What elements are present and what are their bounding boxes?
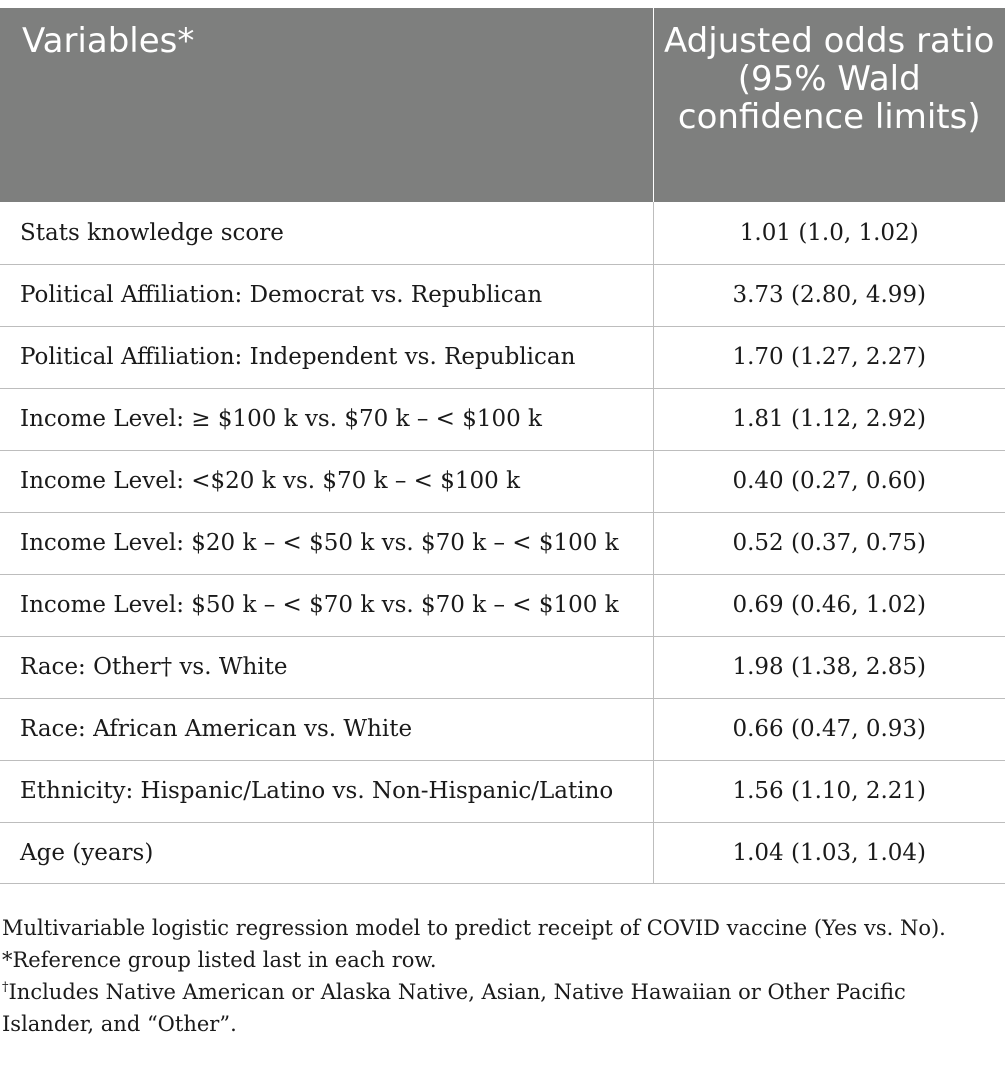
odds-ratio-cell: 1.01 (1.0, 1.02) <box>653 202 1005 264</box>
footnote-dagger <box>2 976 992 1040</box>
odds-ratio-cell: 1.70 (1.27, 2.27) <box>653 326 1005 388</box>
table-row <box>0 512 1005 574</box>
table-row <box>0 822 1005 883</box>
table-header <box>0 8 1005 202</box>
variable-cell: Stats knowledge score <box>0 202 653 264</box>
odds-ratio-cell: 1.56 (1.10, 2.21) <box>653 760 1005 822</box>
footnote-model: Multivariable logistic regression model to predict receipt of COVID vaccine (Yes vs. No). <box>2 916 946 940</box>
table-row <box>0 450 1005 512</box>
variable-cell: Income Level: <$20 k vs. $70 k – < $100 k <box>0 450 653 512</box>
footnote-dagger-text: Includes Native American or Alaska Native, Asian, Native Hawaiian or Other Pacific Islander, and “Other”. <box>2 980 906 1036</box>
odds-ratio-cell: 0.69 (0.46, 1.02) <box>653 574 1005 636</box>
variable-cell: Income Level: ≥ $100 k vs. $70 k – < $100 k <box>0 388 653 450</box>
table-row <box>0 264 1005 326</box>
odds-ratio-cell: 1.81 (1.12, 2.92) <box>653 388 1005 450</box>
table-footnotes <box>2 912 992 1040</box>
table-row <box>0 326 1005 388</box>
header-row <box>0 8 1005 202</box>
header-variables: Variables* <box>0 8 653 202</box>
odds-ratio-cell: 0.52 (0.37, 0.75) <box>653 512 1005 574</box>
odds-ratio-cell: 3.73 (2.80, 4.99) <box>653 264 1005 326</box>
table-row <box>0 698 1005 760</box>
variable-cell: Income Level: $20 k – < $50 k vs. $70 k – < $100 k <box>0 512 653 574</box>
variable-cell: Political Affiliation: Independent vs. Republican <box>0 326 653 388</box>
variable-cell: Age (years) <box>0 822 653 883</box>
odds-ratio-cell: 0.66 (0.47, 0.93) <box>653 698 1005 760</box>
table-row <box>0 202 1005 264</box>
odds-ratio-cell: 0.40 (0.27, 0.60) <box>653 450 1005 512</box>
variable-cell: Race: African American vs. White <box>0 698 653 760</box>
variable-cell: Political Affiliation: Democrat vs. Republican <box>0 264 653 326</box>
variable-cell: Race: Other† vs. White <box>0 636 653 698</box>
footnote-reference: *Reference group listed last in each row. <box>2 948 437 972</box>
odds-ratio-cell: 1.98 (1.38, 2.85) <box>653 636 1005 698</box>
odds-ratio-cell: 1.04 (1.03, 1.04) <box>653 822 1005 883</box>
table-row <box>0 760 1005 822</box>
header-odds-ratio <box>653 8 1005 202</box>
table-row <box>0 574 1005 636</box>
table-row <box>0 388 1005 450</box>
table-row <box>0 636 1005 698</box>
results-table <box>0 8 1005 884</box>
variable-cell: Ethnicity: Hispanic/Latino vs. Non-Hispanic/Latino <box>0 760 653 822</box>
table-body <box>0 202 1005 883</box>
dagger-mark: † <box>2 980 9 995</box>
header-odds-ratio-label: Adjusted odds ratio (95% Wald confidence limits) <box>664 21 995 137</box>
variable-cell: Income Level: $50 k – < $70 k vs. $70 k – < $100 k <box>0 574 653 636</box>
